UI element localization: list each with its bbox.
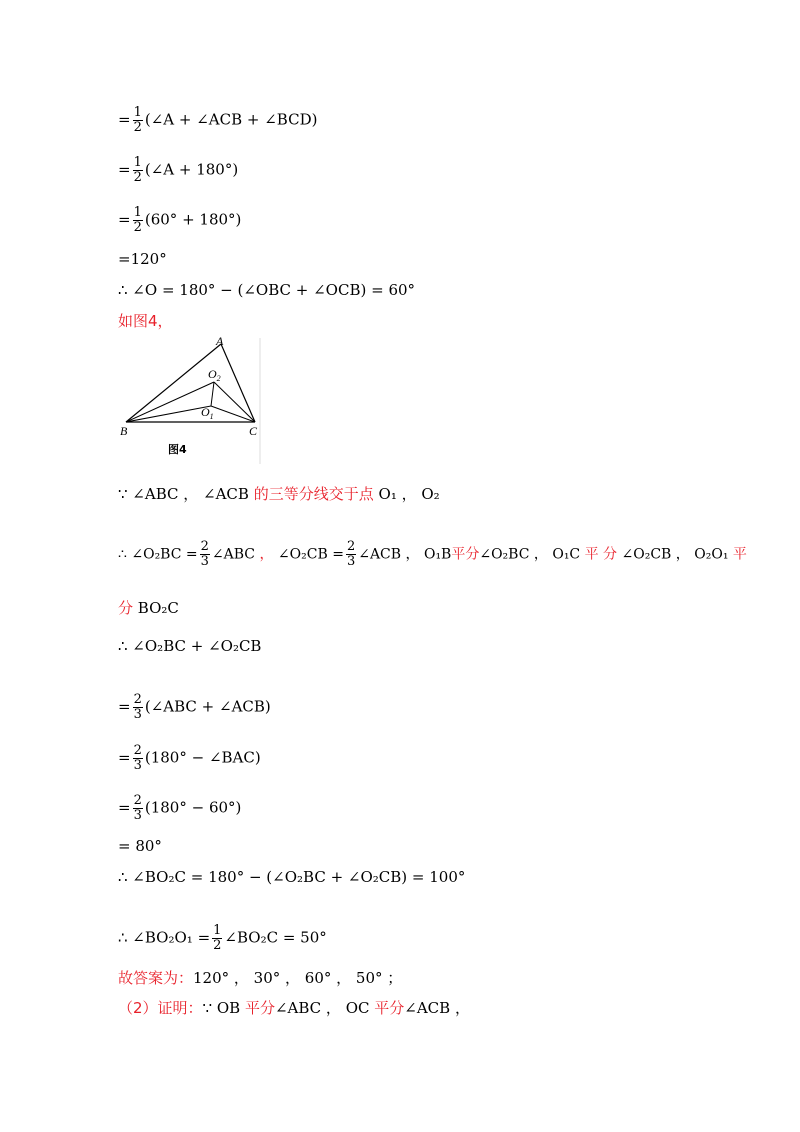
equation-line-11: [118, 693, 271, 722]
segment-co2: [214, 382, 255, 422]
equals-sign: =: [118, 748, 131, 767]
denominator: 2: [133, 170, 142, 185]
equation-line-4: =120°: [118, 250, 167, 268]
equation-line-12: [118, 744, 261, 773]
expression-right: ∠BO₂C = 50°: [224, 928, 327, 947]
numerator: 2: [346, 539, 356, 554]
proof-expr-2: ∠ABC ， OC: [274, 999, 370, 1017]
segment-o2o1: [211, 382, 214, 406]
bisect-text-2: 平 分: [584, 546, 618, 563]
fraction: [133, 693, 143, 722]
given-text: 的三等分线交于点: [253, 485, 374, 503]
numerator: 2: [133, 692, 142, 707]
expression: (60° + 180°): [144, 210, 242, 229]
fraction: [133, 106, 143, 135]
answer-label: 故答案为：: [118, 969, 194, 987]
label-o1-subscript: 1: [209, 412, 214, 421]
expr-2: ∠ABC: [211, 546, 256, 563]
expression: (180° − 60°): [144, 798, 242, 817]
expr-5: ， O₁B: [405, 546, 452, 563]
expression: (∠A + 180°): [144, 160, 239, 179]
equation-line-1: [118, 106, 317, 135]
expr-8: ∠O₂CB: [621, 546, 672, 563]
bisect-text-6: 平分: [374, 999, 405, 1017]
label-a: A: [216, 336, 224, 348]
numerator: 2: [133, 793, 142, 808]
therefore-line-1: [118, 540, 747, 569]
proof-expr-3: ∠ACB ，: [404, 999, 470, 1017]
bisect-text-1: 平分: [451, 546, 480, 563]
denominator: 2: [213, 938, 222, 953]
numerator: 1: [133, 205, 142, 220]
denominator: 3: [346, 554, 356, 569]
denominator: 3: [133, 808, 142, 823]
expr-7: ， O₁C: [533, 546, 581, 563]
equation-line-14: = 80°: [118, 837, 162, 855]
label-o1: [201, 405, 214, 421]
expr-6: ∠O₂BC: [479, 546, 530, 563]
figure-caption: 图4: [168, 443, 187, 456]
expression: (∠ABC + ∠ACB): [144, 697, 271, 716]
fraction-1: [200, 540, 210, 569]
denominator: 3: [200, 554, 209, 569]
label-o2-letter: O: [208, 367, 217, 381]
triangle-diagram: [118, 336, 266, 466]
denominator: 3: [133, 707, 142, 722]
numerator: 1: [133, 155, 142, 170]
numerator: 2: [200, 539, 209, 554]
expression: (∠A + ∠ACB + ∠BCD): [144, 110, 318, 129]
fraction: [212, 924, 222, 953]
numerator: 2: [133, 743, 142, 758]
denominator: 2: [133, 120, 142, 135]
side-ac: [221, 344, 255, 422]
equation-line-3: [118, 206, 241, 235]
equation-line-5: ∴ ∠O = 180° − (∠OBC + ∠OCB) = 60°: [118, 281, 416, 299]
equals-sign: =: [118, 210, 131, 229]
bisect-text-3: 平: [732, 546, 747, 563]
equation-line-13: [118, 794, 241, 823]
expr-9: ， O₂O₁: [675, 546, 729, 563]
expression: (180° − ∠BAC): [144, 748, 261, 767]
sum-line: ∴ ∠O₂BC + ∠O₂CB: [118, 637, 262, 655]
bisect-text-5: 平分: [244, 999, 275, 1017]
given-points: O₁ ， O₂: [378, 485, 440, 503]
equals-sign: =: [118, 798, 131, 817]
fraction: [133, 156, 143, 185]
figure-reference: 如图4，: [118, 312, 173, 330]
expr-4: ∠ACB: [358, 546, 402, 563]
fraction: [133, 206, 143, 235]
equals-sign: =: [118, 697, 131, 716]
fraction-2: [346, 540, 356, 569]
triangle-figure: [118, 336, 266, 466]
comma: ，: [259, 546, 274, 563]
equals-sign: =: [118, 110, 131, 129]
fraction: [133, 794, 143, 823]
label-o1-letter: O: [201, 405, 210, 419]
proof-line: [118, 998, 470, 1018]
segment-bo1: [126, 406, 211, 422]
expr-10: BO₂C: [137, 599, 179, 617]
expr-3: ∠O₂CB =: [277, 546, 344, 563]
answer-values: 120° ， 30° ， 60° ， 50° ；: [193, 969, 403, 987]
therefore-line-1-cont: [118, 598, 179, 618]
given-angles: ∵ ∠ABC ， ∠ACB: [118, 485, 249, 503]
expression-left: ∴ ∠BO₂O₁ =: [118, 928, 211, 947]
bisect-text-4: 分: [118, 599, 134, 617]
label-o2: [208, 367, 221, 383]
numerator: 1: [213, 923, 222, 938]
label-o2-subscript: 2: [216, 374, 221, 383]
fraction: [133, 744, 143, 773]
equals-sign: =: [118, 160, 131, 179]
label-b: B: [120, 424, 128, 438]
equation-line-2: [118, 156, 238, 185]
segment-co1: [211, 406, 255, 422]
answer-line: [118, 968, 402, 988]
proof-label: （2）证明：: [118, 999, 203, 1017]
given-line: [118, 484, 440, 504]
equation-line-16: [118, 924, 327, 953]
proof-expr-1: ∵ OB: [202, 999, 241, 1017]
numerator: 1: [133, 105, 142, 120]
label-c: C: [249, 424, 258, 438]
expr-1: ∴ ∠O₂BC =: [118, 546, 198, 563]
denominator: 2: [133, 220, 142, 235]
denominator: 3: [133, 758, 142, 773]
equation-line-15: ∴ ∠BO₂C = 180° − (∠O₂BC + ∠O₂CB) = 100°: [118, 868, 466, 886]
